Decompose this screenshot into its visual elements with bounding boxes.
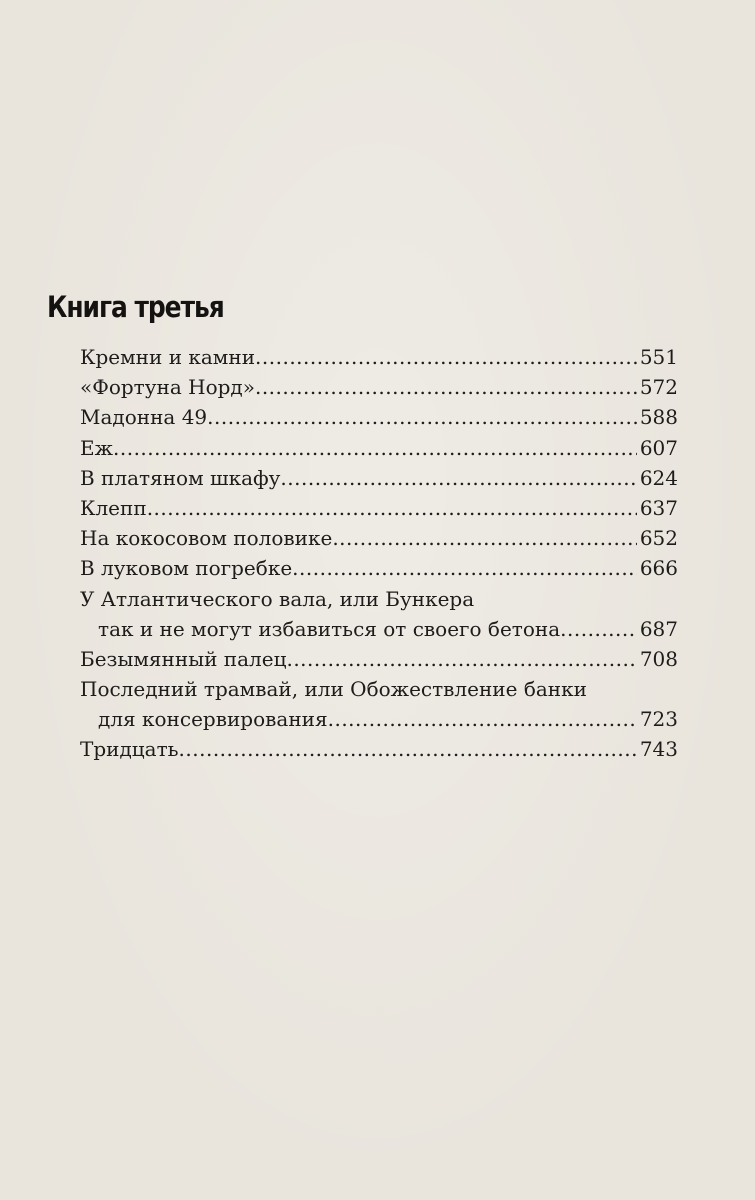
toc-leader-dots [147, 493, 637, 523]
toc-entry-title: В платяном шкафу [80, 465, 281, 490]
toc-leader-dots [332, 523, 637, 553]
toc-entry [80, 523, 678, 553]
toc-entry-title: На кокосовом половике [80, 526, 333, 551]
toc-entry-title: У Атлантического вала, или Бункера [80, 586, 475, 611]
toc-entry [80, 342, 678, 372]
toc-entry [80, 584, 678, 644]
toc-entry-title: Мадонна 49 [80, 405, 208, 430]
toc-entry-page: 624 [639, 465, 678, 490]
toc-entry-page: 551 [639, 345, 678, 369]
toc-entry-page: 572 [639, 375, 678, 400]
toc-leader-dots [179, 734, 637, 764]
section-title: Книга третья [47, 290, 224, 324]
toc-leader-dots [207, 402, 637, 432]
toc-entry-page: 687 [639, 616, 678, 641]
toc-leader-dots [255, 372, 637, 402]
toc-entry [80, 674, 678, 734]
toc-entry-title: Еж [80, 435, 113, 460]
toc-leader-dots [286, 644, 636, 674]
toc-entry-continuation [80, 704, 678, 734]
toc-entry [80, 402, 678, 432]
toc-entry-title: Кремни и камни [80, 345, 256, 369]
toc-entry-page: 652 [639, 526, 678, 551]
toc-entry-title: Тридцать [80, 737, 179, 762]
toc-entry-title: Последний трамвай, или Обожествление банки [80, 677, 587, 702]
toc-entry [80, 433, 678, 463]
toc-entry-page: 666 [639, 556, 678, 581]
toc-leader-dots [255, 342, 637, 372]
toc-entry-page: 607 [639, 435, 678, 460]
toc-entry-page: 588 [639, 405, 678, 430]
toc-entry-title: «Фортуна Норд» [80, 375, 255, 400]
toc-leader-dots [328, 704, 637, 734]
toc-entry-title: так и не могут избавиться от своего бетона [98, 616, 561, 641]
toc-entry [80, 463, 678, 493]
toc-entry-title: В луковом погребке [80, 556, 293, 581]
toc-entry-continuation [80, 614, 678, 644]
toc-entry [80, 553, 678, 583]
toc-entry-title: Клепп [80, 495, 147, 520]
toc-entry-page: 708 [639, 646, 678, 671]
toc-entry-title: для консервирования [98, 707, 328, 732]
toc-entry-page: 637 [639, 495, 678, 520]
toc-leader-dots [113, 433, 637, 463]
toc-leader-dots [560, 614, 637, 644]
toc-entry [80, 372, 678, 402]
toc-leader-dots [280, 463, 636, 493]
toc-entry [80, 734, 678, 764]
toc-entry [80, 644, 678, 674]
toc-entry-page: 743 [639, 737, 678, 762]
toc-leader-dots [292, 553, 637, 583]
table-of-contents [80, 342, 678, 765]
toc-entry-page: 723 [639, 707, 678, 732]
toc-entry-title: Безымянный палец [80, 646, 287, 671]
toc-entry [80, 493, 678, 523]
